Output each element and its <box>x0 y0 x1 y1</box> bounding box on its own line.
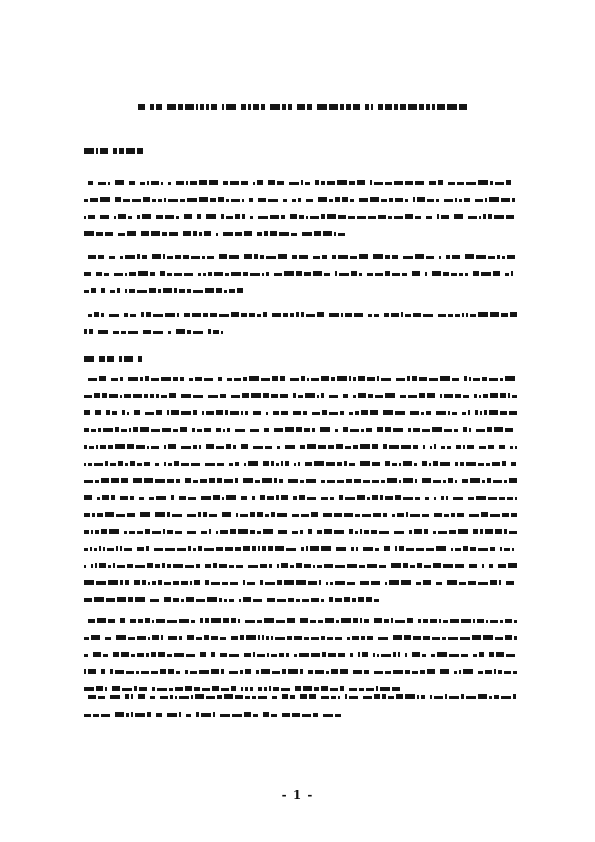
body-text-line <box>84 495 518 500</box>
abstract-text-line <box>84 214 518 219</box>
page-number: - 1 - <box>281 788 314 802</box>
abstract-text-line <box>84 197 518 202</box>
body-text-line <box>84 563 518 568</box>
body-text-line <box>84 529 518 534</box>
body-text-line <box>84 512 518 517</box>
abstract-text-line <box>84 329 224 334</box>
body-text-line <box>84 580 518 585</box>
author-name-line <box>84 148 146 154</box>
abstract-text-line <box>88 312 518 317</box>
body-text-line <box>84 427 518 432</box>
abstract-text-line <box>88 180 518 185</box>
abstract-text-line <box>84 288 244 293</box>
body-text-line <box>84 597 380 602</box>
body-text-line <box>84 444 518 449</box>
abstract-text-line <box>84 231 346 236</box>
body-text-line <box>84 686 404 691</box>
body-text-line <box>84 410 518 415</box>
body-text-line <box>84 461 518 466</box>
abstract-text-line <box>84 271 516 276</box>
body-text-line <box>84 393 518 398</box>
body-text-line <box>84 546 518 551</box>
body-text-line <box>84 652 518 657</box>
abstract-text-line <box>88 254 518 259</box>
body-text-line <box>84 669 518 674</box>
title-line <box>138 104 468 110</box>
section-heading-line <box>84 356 148 362</box>
body-text-line <box>88 694 518 699</box>
body-text-line <box>88 618 518 623</box>
body-text-line <box>84 478 518 483</box>
body-text-line <box>88 376 518 381</box>
body-text-line <box>84 712 342 717</box>
body-text-line <box>84 635 518 640</box>
